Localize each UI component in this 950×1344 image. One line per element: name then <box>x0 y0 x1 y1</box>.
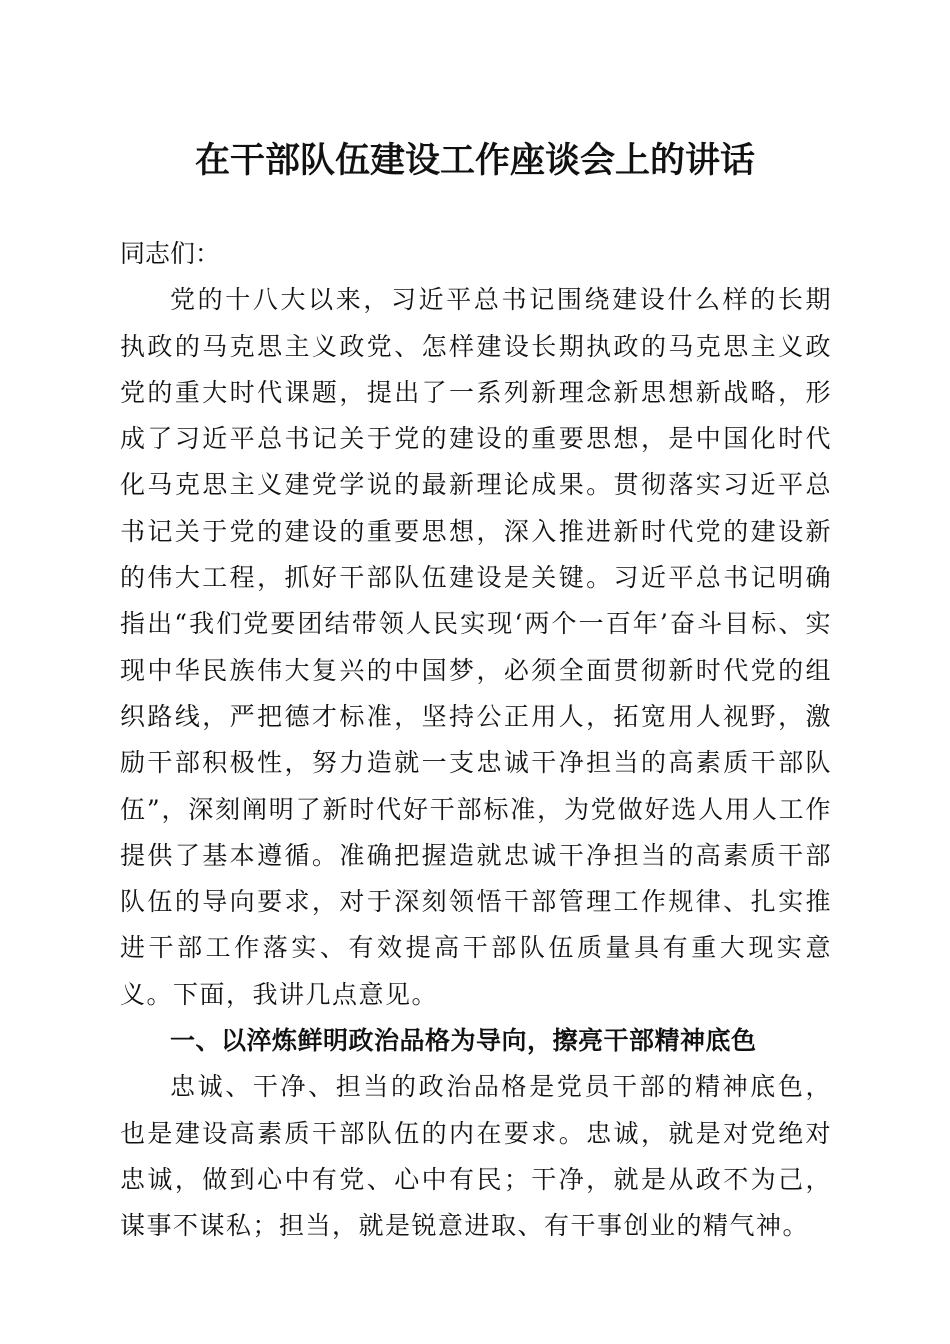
paragraph-intro: 党的十八大以来，习近平总书记围绕建设什么样的长期执政的马克思主义政党、怎样建设长期执政的马克思主义政党的重大时代课题，提出了一系列新理念新思想新战略，形成了习近平总书记关于党的建设的重要思想，是中国化时代化马克思主义建党学说的最新理论成果。贯彻落实习近平总书记关于党的建设的重要思想，深入推进新时代党的建设新的伟大工程，抓好干部队伍建设是关键。习近平总书记明确指出“我们党要团结带领人民实现‘两个一百年’奋斗目标、实现中华民族伟大复兴的中国梦，必须全面贯彻新时代党的组织路线，严把德才标准，坚持公正用人，拓宽用人视野，激励干部积极性，努力造就一支忠诚干净担当的高素质干部队伍”，深刻阐明了新时代好干部标准，为党做好选人用人工作提供了基本遵循。准确把握造就忠诚干净担当的高素质干部队伍的导向要求，对于深刻领悟干部管理工作规律、扎实推进干部工作落实、有效提高干部队伍质量具有重大现实意义。下面，我讲几点意见。 <box>120 285 832 1009</box>
document-title: 在干部队伍建设工作座谈会上的讲话 <box>194 140 755 181</box>
document-body <box>120 231 832 1250</box>
paragraph-section-1: 忠诚、干净、担当的政治品格是党员干部的精神底色，也是建设高素质干部队伍的内在要求。忠诚，就是对党绝对忠诚，做到心中有党、心中有民；干净，就是从政不为己，谋事不谋私；担当，就是锐意进取、有干事创业的精气神。 <box>120 1072 832 1241</box>
section-heading-1: 一、以淬炼鲜明政治品格为导向，擦亮干部精神底色 <box>170 1026 757 1056</box>
salutation: 同志们： <box>120 239 221 268</box>
